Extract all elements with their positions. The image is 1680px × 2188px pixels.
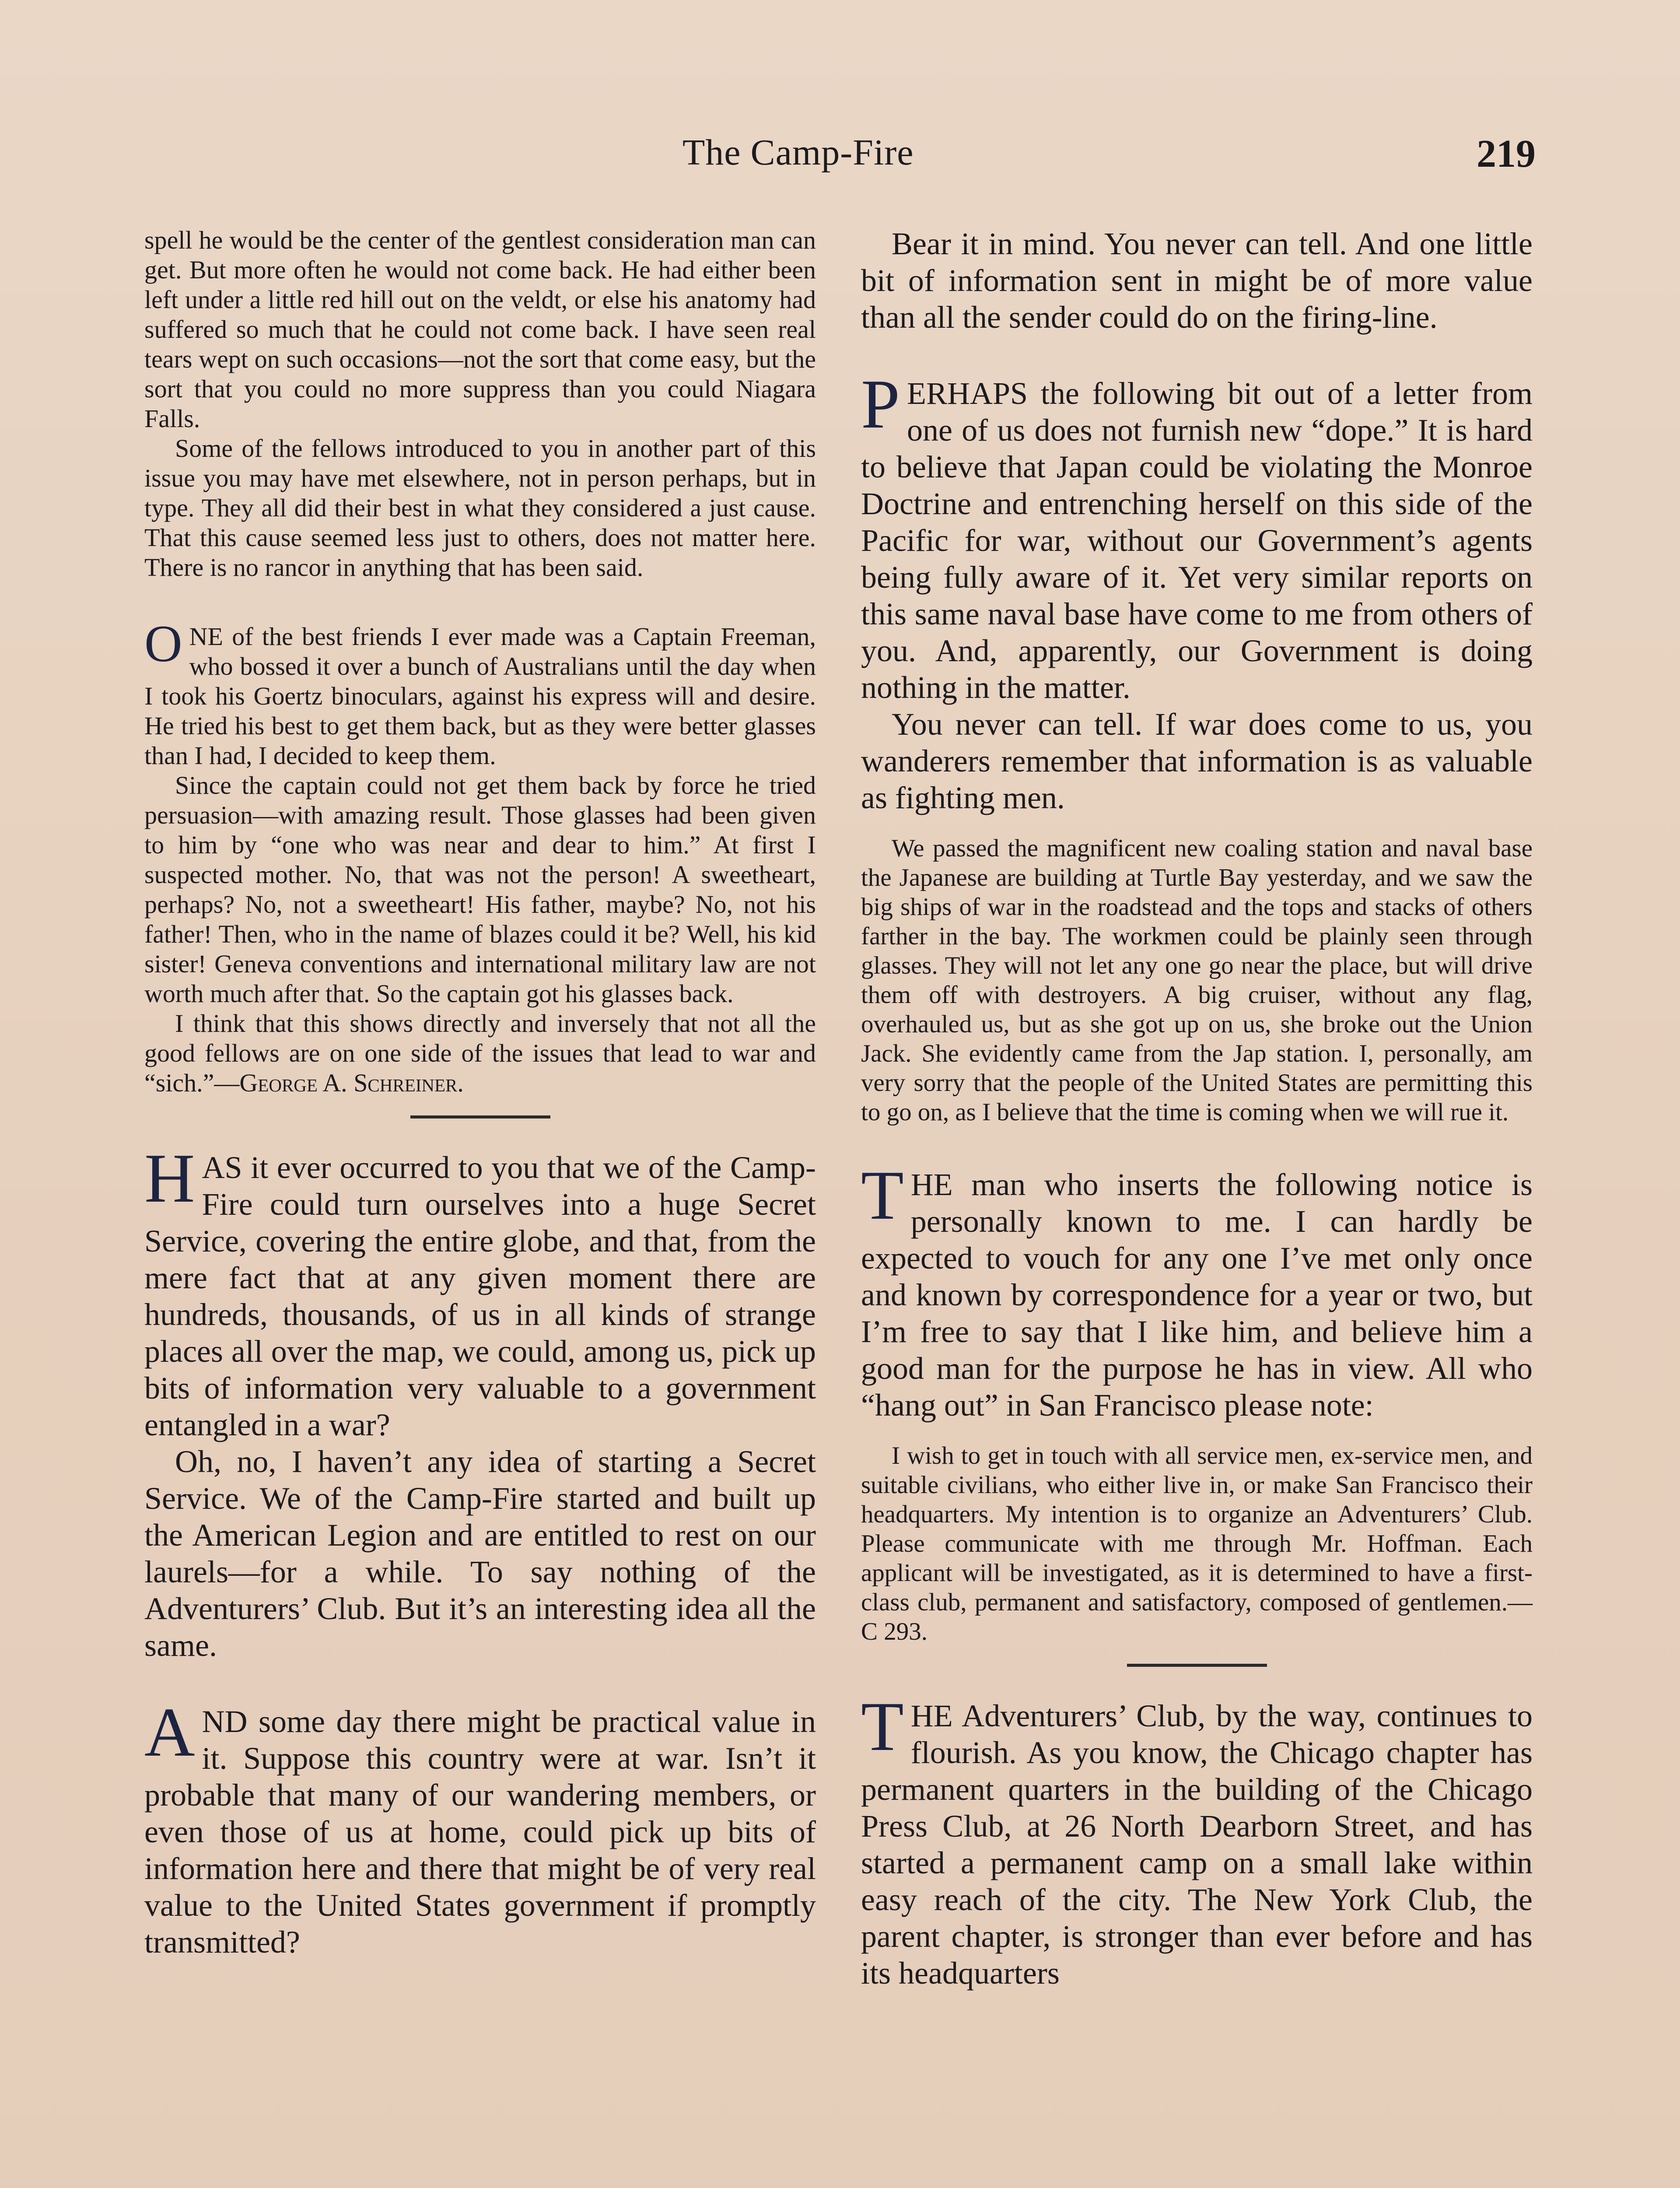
left-column [144, 225, 816, 1960]
section-gap [861, 1127, 1533, 1166]
drop-cap: A [144, 1693, 195, 1771]
drop-cap: P [861, 365, 900, 443]
paragraph [861, 365, 1533, 706]
section-gap [144, 582, 816, 622]
section-gap [861, 816, 1533, 834]
notice-quote: I wish to get in touch with all service men, ex-service men, and suitable civilians, who either live in, or make San Francisco their headquarters. My intention is to organize an Adventurers’ Club. Please communicate with me through Mr. Hoffman. Each applicant will be investigated, as it is determined to have a first-class club, permanent and satisfactory, composed of gentlemen.—C 293. [861, 1442, 1533, 1645]
paragraph [861, 1156, 1533, 1424]
drop-cap: T [861, 1687, 904, 1765]
paragraph: Since the captain could not get them back by force he tried persuasion—with amazing result. Those glasses had been given to him by “one who was near and dear to him.” At first I suspected mother. No, that was not the person! A sweetheart, perhaps? No, not a sweetheart! His father, maybe? No, not his father! Then, who in the name of blazes could it be? Well, his kid sister! Geneva conventions and international military law are not worth much after that. So the captain got his glasses back. [144, 771, 816, 1008]
paragraph [144, 1139, 816, 1443]
section-gap [861, 336, 1533, 375]
paragraph-text: HE man who inserts the following notice is personally known to me. I can hardly be expected to vouch for any one I’ve met only once and known by correspondence for a year or two, but I’m free to say that I like him, and believe him a good man for the purpose he has in view. All who “hang out” in San Francisco please note: [861, 1167, 1533, 1423]
right-column [861, 225, 1533, 1992]
drop-cap: T [861, 1156, 904, 1234]
signature: George A. Schreiner. [239, 1069, 464, 1097]
section-divider [1127, 1664, 1267, 1667]
paragraph: You never can tell. If war does come to us, you wanderers remember that information is as valuable as fighting men. [861, 707, 1533, 815]
section-divider [410, 1115, 550, 1119]
paragraph-text: HE Adventurers’ Club, by the way, continues to flourish. As you know, the Chicago chapter has permanent quarters in the building of the Chicago Press Club, at 26 North Dearborn Street, and has started a permanent camp on a small lake within easy reach of the city. The New York Club, the parent chapter, is stronger than ever before and has its headquarters [861, 1698, 1533, 1991]
paragraph [144, 1693, 816, 1960]
paragraph: Oh, no, I haven’t any idea of starting a Secret Service. We of the Camp-Fire started and built up the American Legion and are entitled to rest on our laurels—for a while. To say nothing of the Adventurers’ Club. But it’s an interesting idea all the same. [144, 1444, 816, 1663]
paragraph-text: ND some day there might be practical value in it. Suppose this country were at war. Isn’t it probable that many of our wandering members, or even those of us at home, could pick up bits of information here and there that might be of very real value to the United States government if promptly transmitted? [144, 1704, 816, 1960]
section-gap [861, 1424, 1533, 1441]
page-number: 219 [1477, 132, 1536, 175]
running-head: The Camp-Fire [682, 132, 914, 173]
paragraph-text: AS it ever occurred to you that we of the Camp-Fire could turn ourselves into a huge Secret Service, covering the entire globe, and that, from the mere fact that at any given moment there are hundreds, thousands, of us in all kinds of strange places all over the map, we could, among us, pick up bits of information very valuable to a government entangled in a war? [144, 1150, 816, 1442]
paragraph: Bear it in mind. You never can tell. And one little bit of information sent in might be of more value than all the sender could do on the firing-line. [861, 226, 1533, 335]
drop-cap: H [144, 1139, 195, 1217]
paragraph-text: ERHAPS the following bit out of a letter from one of us does not furnish new “dope.” It is hard to believe that Japan could be violating the Monroe Doctrine and entrenching herself on this side of the Pacific for war, without our Government’s agents being fully aware of it. Yet very similar reports on this same naval base have come to me from others of you. And, apparently, our Government is doing nothing in the matter. [861, 376, 1533, 705]
section-gap [144, 1664, 816, 1703]
letter-quote: We passed the magnificent new coaling station and naval base the Japanese are building at Turtle Bay yesterday, and we saw the big ships of war in the roadstead and the tops and stacks of others farther in the bay. The workmen could be plainly seen through glasses. They will not let any one go near the place, but will drive them off with destroyers. A big cruiser, without any flag, overhauled us, but as she got up on us, she broke out the Union Jack. She evidently came from the Jap station. I, personally, am very sorry that the people of the United States are permitting this to go on, as I believe that the time is coming when we will rue it. [861, 835, 1533, 1126]
drop-cap: O [144, 614, 182, 673]
paragraph: spell he would be the center of the gentlest consideration man can get. But more often he would not come back. He had either been left under a little red hill out on the veldt, or else his anatomy had suffered so much that he could not come back. I have seen real tears wept on such occasions—not the sort that come easy, but the sort that you could no more suppress than you could Niagara Falls. [144, 226, 816, 433]
paragraph [144, 1009, 816, 1098]
paragraph: Some of the fellows introduced to you in another part of this issue you may have met elsewhere, not in person perhaps, but in type. They all did their best in what they considered a just cause. That this cause seemed less just to others, does not matter here. There is no rancor in anything that has been said. [144, 434, 816, 582]
paragraph [144, 614, 816, 771]
paragraph-text: I think that this shows directly and inversely that not all the good fellows are on one side of the issues that lead to war and “sich.”— [144, 1009, 816, 1097]
paragraph [861, 1687, 1533, 1992]
paragraph-text: NE of the best friends I ever made was a Captain Freeman, who bossed it over a bunch of Australians until the day when I took his Goertz binoculars, against his express will and desire. He tried his best to get them back, but as they were better glasses than I had, I decided to keep them. [144, 622, 816, 770]
